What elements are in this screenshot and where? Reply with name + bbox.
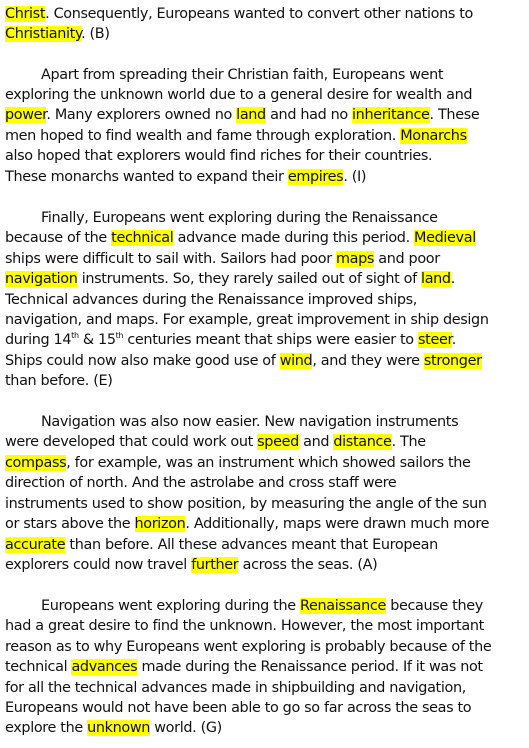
text-run: also hoped that explorers would find riches for their countries. (5, 148, 433, 164)
highlighted-term: wind (279, 353, 313, 369)
highlighted-term: land (236, 107, 266, 123)
text-line (5, 310, 489, 330)
text-line (5, 4, 473, 24)
text-line (5, 514, 489, 534)
text-run: . (B) (81, 26, 110, 42)
text-run: . The (391, 434, 426, 450)
text-line (5, 126, 467, 146)
text-line (5, 24, 110, 44)
text-run: were developed that could work out (5, 434, 258, 450)
highlighted-term: land (421, 271, 451, 287)
highlighted-term: Monarchs (400, 128, 467, 144)
text-run: Navigation was also now easier. New navigation instruments (41, 414, 459, 430)
text-run: had a great desire to find the unknown. However, the most important (5, 618, 484, 634)
text-run: made during the Renaissance period. If it was not (137, 659, 483, 675)
text-run: . (450, 271, 455, 287)
text-run: because they (385, 598, 483, 614)
text-line (41, 208, 438, 228)
highlighted-term: accurate (5, 537, 66, 553)
text-line (5, 371, 112, 391)
highlighted-term: distance (333, 434, 392, 450)
text-run: . Additionally, maps were drawn much more (185, 516, 490, 532)
highlighted-term: speed (257, 434, 299, 450)
text-run: Ships could now also make good use of (5, 353, 280, 369)
text-run: Technical advances during the Renaissance improved ships, (5, 292, 418, 308)
highlighted-term: compass (5, 455, 67, 471)
text-run: & 15 (78, 332, 116, 348)
text-run: . Many explorers owned no (46, 107, 237, 123)
text-line (5, 228, 476, 248)
text-run: . These (429, 107, 480, 123)
text-run: centuries meant that ships were easier to (123, 332, 418, 348)
text-run: navigation, and maps. For example, great improvement in ship design (5, 312, 489, 328)
text-run: men hoped to find wealth and fame through exploration. (5, 128, 401, 144)
text-run: explorers could now travel (5, 557, 192, 573)
text-run: . (451, 332, 456, 348)
text-run: ships were difficult to sail with. Sailors had poor (5, 251, 336, 267)
text-line (41, 65, 443, 85)
text-run: direction of north. And the astrolabe and cross staff were (5, 475, 397, 491)
highlighted-term: empires (287, 169, 344, 185)
highlighted-term: Christianity (5, 26, 82, 42)
text-run: across the seas. (A) (238, 557, 378, 573)
highlighted-term: Christ (5, 6, 46, 22)
text-run: because of the (5, 230, 112, 246)
text-line (5, 718, 222, 738)
text-line (5, 290, 417, 310)
text-line (5, 432, 426, 452)
text-line (5, 657, 483, 677)
text-run: These monarchs wanted to expand their (5, 169, 288, 185)
text-run: and had no (265, 107, 353, 123)
text-line (5, 535, 438, 555)
text-run: . Consequently, Europeans wanted to convert other nations to (45, 6, 473, 22)
text-run: exploring the unknown world due to a general desire for wealth and (5, 87, 473, 103)
text-line (5, 698, 471, 718)
text-line (5, 85, 472, 105)
text-line (5, 494, 487, 514)
text-line (5, 330, 456, 350)
text-line (5, 555, 377, 575)
text-run: , and they were (312, 353, 424, 369)
text-line (5, 105, 479, 125)
text-run: reason as to why Europeans went exploring is probably because of the (5, 639, 492, 655)
text-line (5, 269, 455, 289)
ordinal-suffix: th (115, 331, 124, 340)
highlighted-term: stronger (423, 353, 482, 369)
text-run: advance made during this period. (173, 230, 415, 246)
text-run: technical (5, 659, 72, 675)
text-line (5, 351, 482, 371)
text-line (5, 678, 466, 698)
text-line (5, 249, 440, 269)
text-run: for all the technical advances made in shipbuilding and navigation, (5, 680, 466, 696)
text-run: during 14 (5, 332, 72, 348)
text-run: explore the (5, 720, 88, 736)
highlighted-term: horizon (134, 516, 186, 532)
text-run: Finally, Europeans went exploring during the Renaissance (41, 210, 438, 226)
highlighted-term: navigation (5, 271, 78, 287)
text-line (5, 167, 366, 187)
text-run: instruments. So, they rarely sailed out of sight of (77, 271, 422, 287)
text-run: or stars above the (5, 516, 135, 532)
text-run: Europeans would not have been able to go so far across the seas to (5, 700, 472, 716)
highlighted-term: power (5, 107, 47, 123)
text-line (41, 412, 458, 432)
text-line (5, 146, 432, 166)
highlighted-term: Renaissance (299, 598, 386, 614)
highlighted-term: inheritance (352, 107, 430, 123)
text-run: , for example, was an instrument which showed sailors the (66, 455, 471, 471)
text-line (5, 473, 396, 493)
text-run: Apart from spreading their Christian faith, Europeans went (41, 67, 444, 83)
highlighted-term: unknown (87, 720, 151, 736)
text-line (41, 596, 483, 616)
text-line (5, 637, 491, 657)
text-run: world. (G) (150, 720, 222, 736)
highlighted-term: advances (71, 659, 138, 675)
text-line (5, 616, 484, 636)
text-run: Europeans went exploring during the (41, 598, 300, 614)
ordinal-suffix: th (71, 331, 79, 340)
highlighted-term: maps (336, 251, 375, 267)
text-run: than before. All these advances meant that European (65, 537, 438, 553)
text-run: and poor (374, 251, 440, 267)
text-run: . (I) (343, 169, 367, 185)
text-run: instruments used to show position, by measuring the angle of the sun (5, 496, 487, 512)
text-run: and (298, 434, 334, 450)
highlighted-term: further (191, 557, 239, 573)
highlighted-term: technical (111, 230, 174, 246)
highlighted-term: Medieval (414, 230, 476, 246)
text-run: than before. (E) (5, 373, 113, 389)
text-line (5, 453, 471, 473)
highlighted-term: steer (418, 332, 452, 348)
